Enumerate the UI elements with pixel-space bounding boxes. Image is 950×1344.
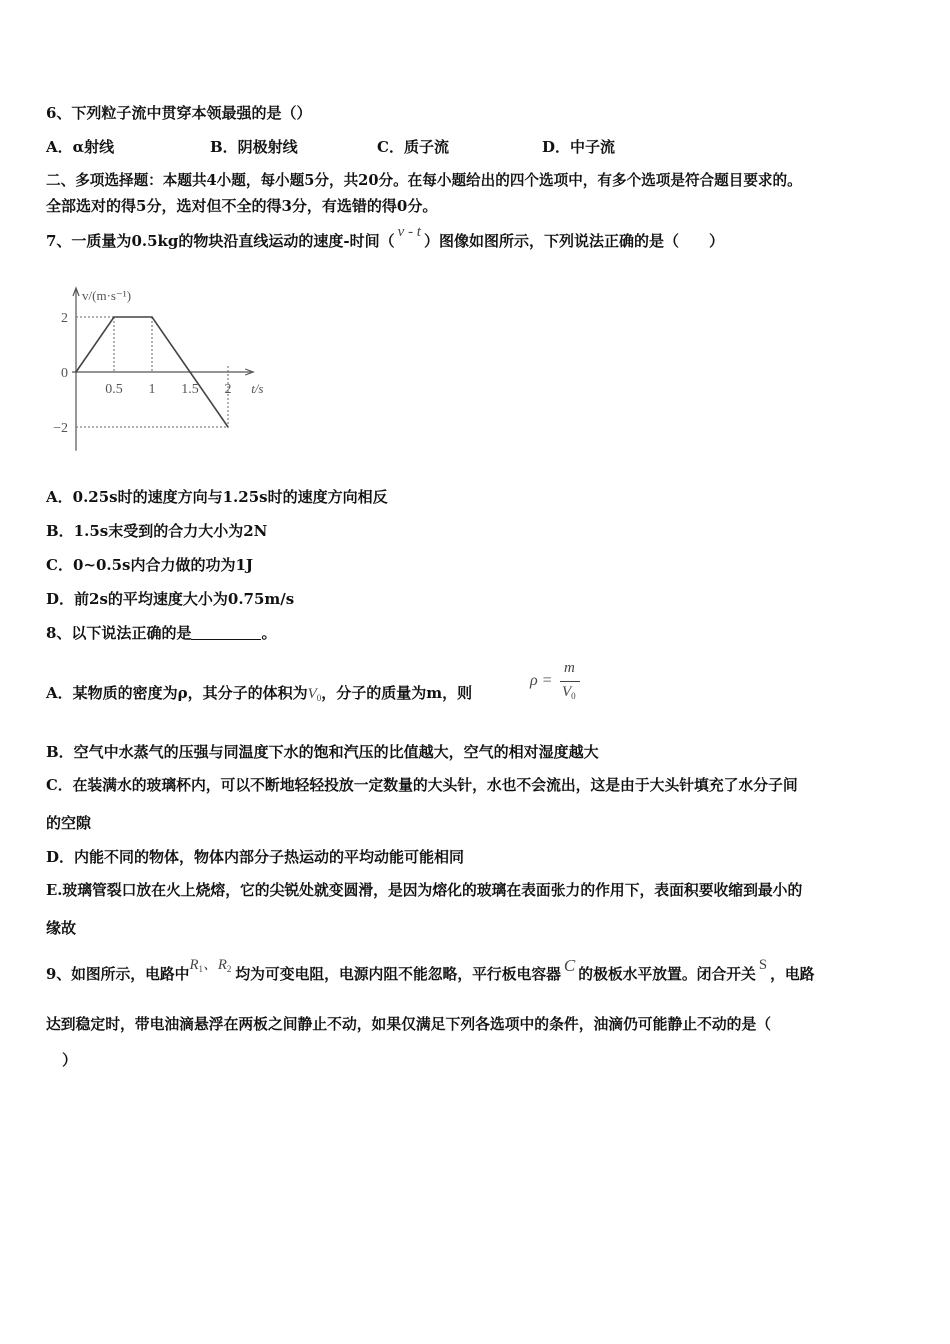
q8-option-b: B．空气中水蒸气的压强与同温度下水的饱和汽压的比值越大，空气的相对湿度越大	[46, 743, 599, 761]
y-tick-label: 2	[61, 311, 68, 326]
answer-blank	[191, 625, 261, 640]
q9-line1	[46, 956, 815, 989]
q7-vt-formula: v - t	[397, 224, 421, 240]
formula-rho: ρ =	[530, 672, 553, 689]
section2-line1: 二、多项选择题：本题共4小题，每小题5分，共20分。在每小题给出的四个选项中，有多个选项是符合题目要求的。	[46, 172, 802, 189]
q6-option-a: A．α射线	[46, 138, 115, 156]
velocity-data-point	[151, 316, 153, 318]
r-separator: 、	[203, 957, 218, 973]
velocity-data-point	[75, 371, 77, 373]
q9-line3: ）	[62, 1051, 78, 1069]
q8-option-e-line1: E.玻璃管裂口放在火上烧熔，它的尖锐处就变圆滑，是因为熔化的玻璃在表面张力的作用下，表面积要收缩到最小的	[46, 882, 803, 899]
q6-stem: 6、下列粒子流中贯穿本领最强的是（）	[46, 104, 312, 122]
q9-part2: 均为可变电阻，电源内阻不能忽略，平行板电容器	[235, 966, 561, 983]
q7-option-a: A．0.25s时的速度方向与1.25s时的速度方向相反	[46, 488, 388, 506]
x-tick-label: 0.5	[105, 382, 123, 397]
q6-option-d: D．中子流	[542, 138, 616, 156]
section2-line2: 全部选对的得5分，选对但不全的得3分，有选错的得0分。	[46, 197, 438, 215]
x-tick-label: 1	[148, 382, 156, 397]
q7-option-c: C．0~0.5s内合力做的功为1J	[46, 556, 254, 574]
q8-stem	[46, 623, 276, 643]
capacitor-symbol: C	[563, 956, 576, 975]
q8-option-c-line1: C．在装满水的玻璃杯内，可以不断地轻轻投放一定数量的大头针，水也不会流出，这是由于大头针填充了水分子间	[46, 777, 798, 794]
q9-part1: 9、如图所示，电路中	[46, 966, 190, 983]
q8-option-a-mid: ，分子的质量为m，则	[321, 684, 473, 702]
q7-stem	[46, 224, 724, 252]
r2-symbol: $R_2$	[217, 957, 232, 974]
velocity-data-point	[189, 371, 191, 373]
formula-numerator: m	[564, 660, 575, 676]
q8-stem-after: 。	[261, 624, 277, 642]
q9-part4: ，电路	[770, 966, 815, 983]
q6-option-b: B．阴极射线	[210, 138, 298, 156]
q8-option-a-before: A．某物质的密度为ρ，其分子的体积为	[46, 684, 308, 702]
q7-option-b: B．1.5s末受到的合力大小为2N	[46, 522, 268, 540]
q9-line2: 达到稳定时，带电油滴悬浮在两板之间静止不动，如果仅满足下列各选项中的条件，油滴仍可能静止不动的是（	[46, 1016, 772, 1033]
velocity-data-point	[227, 426, 229, 428]
x-axis-label: t/s	[251, 381, 264, 396]
fraction-bar	[560, 681, 580, 682]
q9-part3: 的极板水平放置。闭合开关	[578, 966, 756, 983]
x-tick-label: 1.5	[181, 382, 199, 397]
v0-symbol: $V_0$	[307, 686, 322, 703]
q8-option-c-line2: 的空隙	[46, 814, 92, 832]
q8-option-d: D．内能不同的物体，物体内部分子热运动的平均动能可能相同	[46, 848, 465, 866]
density-formula	[530, 660, 590, 706]
q8-option-e-line2: 缘故	[46, 919, 77, 937]
y-axis-label: v/(m·s⁻¹)	[82, 288, 132, 303]
vt-graph	[46, 282, 296, 452]
y-tick-label: −2	[53, 421, 68, 436]
q7-stem-before: 7、一质量为0.5kg的物块沿直线运动的速度-时间（	[46, 232, 395, 250]
q7-stem-after: ）图像如图所示，下列说法正确的是（ ）	[423, 232, 724, 250]
q7-option-d: D．前2s的平均速度大小为0.75m/s	[46, 590, 295, 608]
q8-stem-before: 8、以下说法正确的是	[46, 624, 192, 642]
r1-symbol: $R_1$	[189, 957, 204, 974]
switch-symbol: S	[758, 957, 768, 973]
velocity-data-point	[113, 316, 115, 318]
formula-denominator: $V_0$	[562, 684, 576, 701]
y-tick-label: 0	[61, 366, 68, 381]
q8-option-a	[46, 683, 472, 708]
q6-option-c: C．质子流	[377, 138, 449, 156]
x-tick-label: 2	[224, 382, 232, 397]
